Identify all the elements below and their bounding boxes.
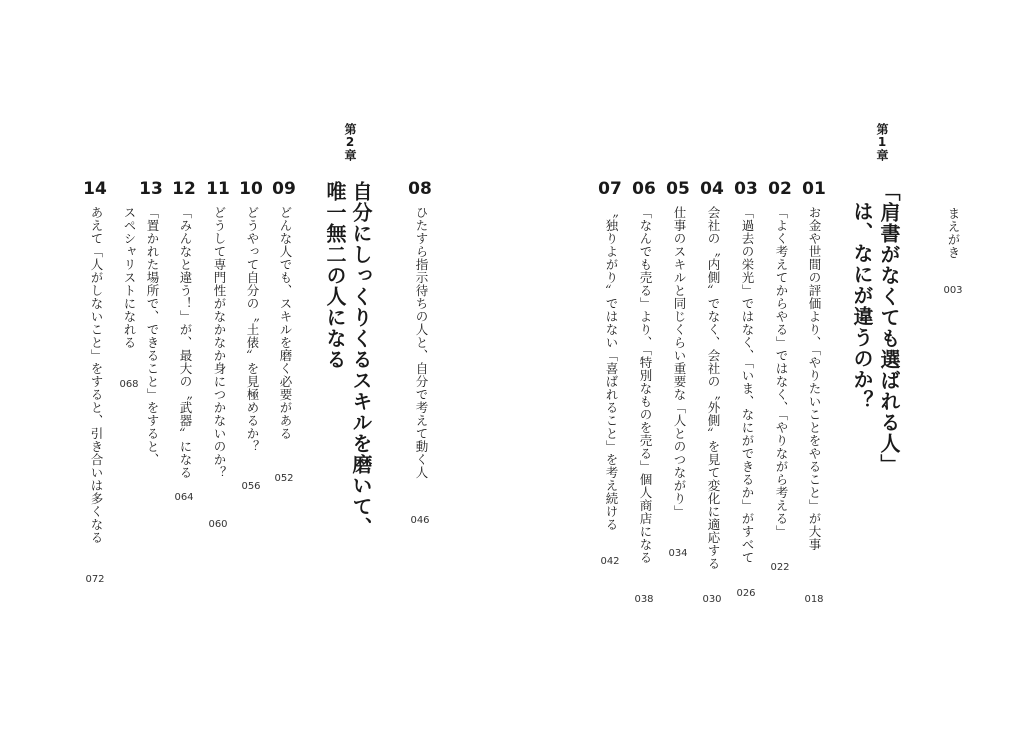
section-title-line-1: 「置かれた場所で、できること」をすると、 xyxy=(145,206,160,466)
section-page-number: 030 xyxy=(702,594,722,605)
section-title: 「なんでも売る」より、「特別なものを売る」個人商店になる xyxy=(638,206,653,564)
section-page-number: 022 xyxy=(770,562,790,573)
section-number: 10 xyxy=(239,179,263,199)
chapter-2-title-line-1: 自分にしっくりくるスキルを磨いて、 xyxy=(349,181,373,538)
chapter-2-label: 第2章 xyxy=(343,123,357,161)
section-number: 06 xyxy=(632,179,656,199)
section-page-number: 026 xyxy=(736,588,756,599)
section-number: 05 xyxy=(666,179,690,199)
chapter-1-label: 第1章 xyxy=(875,123,889,161)
section-title: 仕事のスキルと同じくらい重要な「人とのつながり」 xyxy=(672,206,687,518)
chapter-1-title-line-1: 「肩書がなくても選ばれる人」 xyxy=(877,181,901,475)
foreword-page-number: 003 xyxy=(943,285,963,296)
section-number: 13 xyxy=(139,179,163,199)
section-page-number: 072 xyxy=(85,574,105,585)
section-page-number: 056 xyxy=(241,481,261,492)
section-title: ひたすら指示待ちの人と、自分で考えて動く人 xyxy=(414,206,429,479)
section-title: 「過去の栄光」ではなく、「いま、なにができるか」がすべて xyxy=(740,206,755,564)
section-number: 09 xyxy=(272,179,296,199)
section-page-number: 018 xyxy=(804,594,824,605)
foreword-label: まえがき xyxy=(946,207,961,259)
section-title: 〝独りよがり〟ではない「喜ばれること」を考え続ける xyxy=(604,206,619,531)
section-number: 02 xyxy=(768,179,792,199)
section-title: どうして専門性がなかなか身につかないのか？ xyxy=(212,206,227,479)
section-page-number: 060 xyxy=(208,519,228,530)
section-title: 「みんなと違う！」が、最大の〝武器〟になる xyxy=(178,206,193,479)
section-number: 03 xyxy=(734,179,758,199)
section-number: 07 xyxy=(598,179,622,199)
section-title: 「よく考えてからやる」ではなく、「やりながら考える」 xyxy=(774,206,789,538)
chapter-1-title-line-2: は、なにが違うのか？ xyxy=(850,201,874,411)
section-title: 会社の〝内側〟でなく、会社の〝外側〟を見て変化に適応する xyxy=(706,206,721,570)
chapter-2-title-line-2: 唯一無二の人になる xyxy=(323,181,347,370)
section-title: お金や世間の評価より、「やりたいことをやること」が大事 xyxy=(807,206,822,551)
section-number: 12 xyxy=(172,179,196,199)
section-number: 14 xyxy=(83,179,107,199)
section-title: どんな人でも、スキルを磨く必要がある xyxy=(278,206,293,440)
section-number: 11 xyxy=(206,179,230,199)
section-page-number: 038 xyxy=(634,594,654,605)
section-page-number: 042 xyxy=(600,556,620,567)
section-page-number: 068 xyxy=(119,379,139,390)
section-number: 04 xyxy=(700,179,724,199)
section-page-number: 046 xyxy=(410,515,430,526)
section-title: どうやって自分の〝土俵〟を見極めるか？ xyxy=(245,206,260,453)
section-number: 01 xyxy=(802,179,826,199)
section-title-line-2: スペシャリストになれる xyxy=(122,206,137,349)
section-number: 08 xyxy=(408,179,432,199)
section-title: あえて「人がしないこと」をすると、引き合いは多くなる xyxy=(89,206,104,544)
section-page-number: 052 xyxy=(274,473,294,484)
section-page-number: 034 xyxy=(668,548,688,559)
section-page-number: 064 xyxy=(174,492,194,503)
